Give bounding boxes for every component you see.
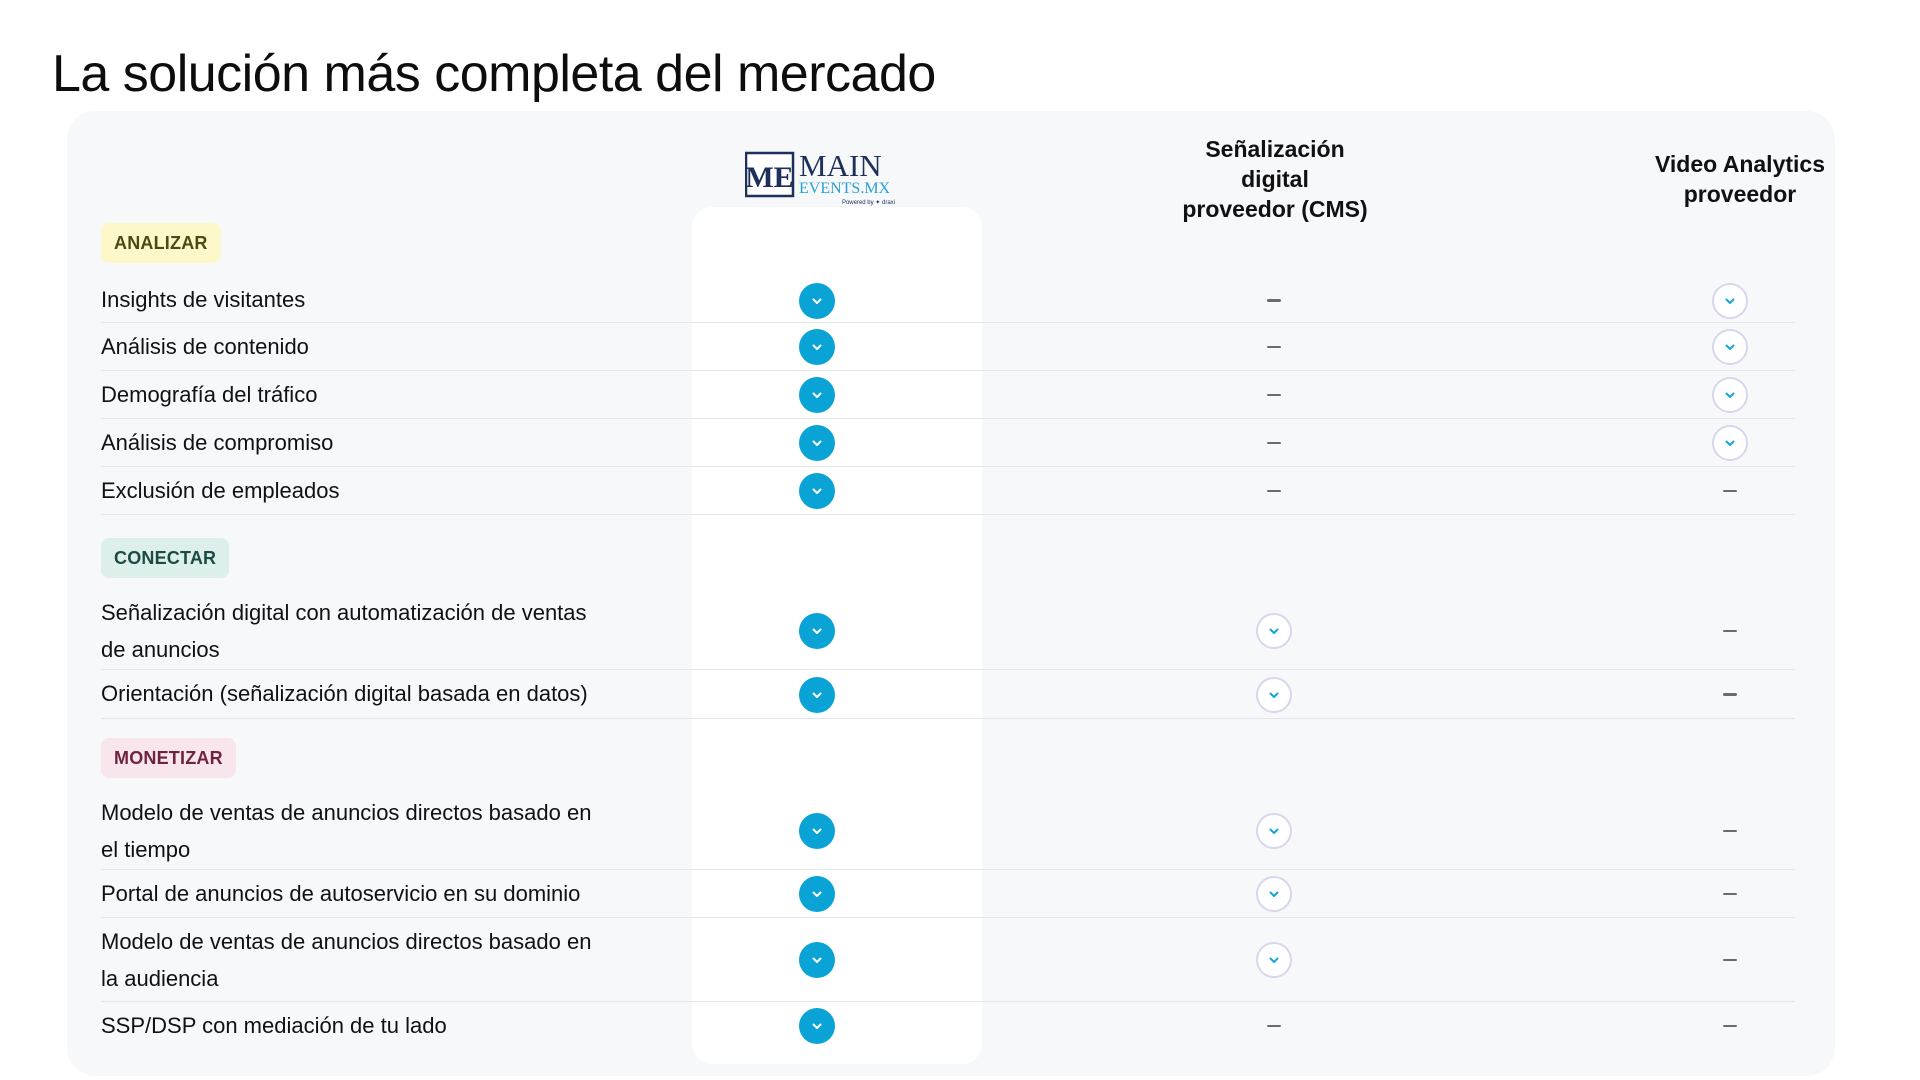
dash-mark <box>1723 490 1737 493</box>
check-outline-badge <box>1712 329 1748 365</box>
table-row <box>101 592 1795 670</box>
dash-icon <box>1256 425 1292 461</box>
row-label-line: la audiencia <box>101 966 219 991</box>
logo-main-text: MAIN <box>799 150 882 183</box>
table-row <box>101 870 1795 918</box>
check-outline-icon <box>1712 425 1748 461</box>
check-outline-icon <box>1256 613 1292 649</box>
dash-mark <box>1723 893 1737 896</box>
dash-mark <box>1267 442 1281 445</box>
check-filled-badge <box>799 942 835 978</box>
column-header-video-line: proveedor <box>1683 181 1797 207</box>
check-outline-badge <box>1256 613 1292 649</box>
check-filled-icon <box>799 813 835 849</box>
dash-mark <box>1267 490 1281 493</box>
dash-icon <box>1256 283 1292 319</box>
dash-icon <box>1712 473 1748 509</box>
dash-icon <box>1256 1008 1292 1044</box>
dash-mark <box>1723 959 1737 962</box>
table-row <box>101 419 1795 467</box>
check-outline-badge <box>1256 677 1292 713</box>
check-outline-badge <box>1256 942 1292 978</box>
dash-mark <box>1267 299 1281 302</box>
dash-mark <box>1267 394 1281 397</box>
check-filled-badge <box>799 377 835 413</box>
dash-icon <box>1712 677 1748 713</box>
dash-icon <box>1256 377 1292 413</box>
check-outline-badge <box>1712 283 1748 319</box>
check-outline-badge <box>1712 425 1748 461</box>
row-label: Demografía del tráfico <box>101 382 318 407</box>
logo-events-text: EVENTS.MX <box>799 180 891 197</box>
check-filled-icon <box>799 942 835 978</box>
row-label: Análisis de compromiso <box>101 430 334 455</box>
logo-tagline: Powered by ✦ draxi <box>841 200 895 206</box>
dash-icon <box>1712 613 1748 649</box>
table-row <box>101 371 1795 419</box>
page-title: La solución más completa del mercado <box>52 45 936 103</box>
dash-icon <box>1712 942 1748 978</box>
row-label: Insights de visitantes <box>101 287 306 312</box>
check-outline-icon <box>1712 377 1748 413</box>
table-row <box>101 792 1795 870</box>
check-filled-badge <box>799 613 835 649</box>
row-label-line: Señalización digital con automatización de ventas <box>101 600 587 625</box>
check-outline-badge <box>1712 377 1748 413</box>
dash-mark <box>1267 346 1281 349</box>
main-events-logo <box>745 150 905 210</box>
column-header-cms <box>1160 134 1390 224</box>
dash-icon <box>1712 813 1748 849</box>
column-header-cms-line: proveedor (CMS) <box>1182 196 1368 222</box>
table-row <box>101 278 1795 323</box>
row-label: Orientación (señalización digital basada en datos) <box>101 681 588 706</box>
dash-mark <box>1723 693 1737 696</box>
row-label: SSP/DSP con mediación de tu lado <box>101 1013 447 1038</box>
table-row <box>101 1002 1795 1050</box>
check-filled-badge <box>799 283 835 319</box>
column-header-video-analytics <box>1620 149 1860 209</box>
section-pill-analizar: ANALIZAR <box>101 223 221 263</box>
check-filled-icon <box>799 425 835 461</box>
check-filled-icon <box>799 613 835 649</box>
check-outline-icon <box>1256 677 1292 713</box>
row-label: Portal de anuncios de autoservicio en su dominio <box>101 881 581 906</box>
table-row <box>101 670 1795 719</box>
dash-icon <box>1256 329 1292 365</box>
check-filled-badge <box>799 813 835 849</box>
check-filled-badge <box>799 473 835 509</box>
column-header-video-line: Video Analytics <box>1654 151 1825 177</box>
section-pill-conectar: CONECTAR <box>101 538 229 578</box>
check-outline-icon <box>1256 813 1292 849</box>
logo-monogram: ME <box>745 161 794 194</box>
dash-mark <box>1723 830 1737 833</box>
row-label: Análisis de contenido <box>101 334 309 359</box>
dash-icon <box>1712 876 1748 912</box>
section-pill-monetizar: MONETIZAR <box>101 738 236 778</box>
check-filled-icon <box>799 283 835 319</box>
row-label-line: de anuncios <box>101 637 220 662</box>
check-filled-icon <box>799 1008 835 1044</box>
row-label: Exclusión de empleados <box>101 478 340 503</box>
check-outline-icon <box>1256 876 1292 912</box>
row-label <box>101 923 661 997</box>
check-filled-badge <box>799 876 835 912</box>
dash-icon <box>1256 473 1292 509</box>
table-row <box>101 918 1795 1002</box>
check-filled-badge <box>799 1008 835 1044</box>
check-filled-badge <box>799 425 835 461</box>
check-outline-badge <box>1256 813 1292 849</box>
table-row <box>101 467 1795 515</box>
check-filled-icon <box>799 473 835 509</box>
check-filled-icon <box>799 677 835 713</box>
check-filled-badge <box>799 329 835 365</box>
check-outline-icon <box>1712 329 1748 365</box>
check-filled-icon <box>799 329 835 365</box>
row-label-line: Modelo de ventas de anuncios directos basado en <box>101 800 592 825</box>
column-header-cms-line: Señalización <box>1205 136 1345 162</box>
row-label-line: Modelo de ventas de anuncios directos basado en <box>101 929 592 954</box>
check-outline-icon <box>1256 942 1292 978</box>
row-label-line: el tiempo <box>101 837 191 862</box>
row-label <box>101 794 661 868</box>
table-row <box>101 323 1795 371</box>
dash-mark <box>1723 630 1737 633</box>
check-outline-badge <box>1256 876 1292 912</box>
dash-icon <box>1712 1008 1748 1044</box>
row-label <box>101 594 661 668</box>
check-filled-icon <box>799 876 835 912</box>
dash-mark <box>1723 1025 1737 1028</box>
check-outline-icon <box>1712 283 1748 319</box>
check-filled-badge <box>799 677 835 713</box>
check-filled-icon <box>799 377 835 413</box>
dash-mark <box>1267 1025 1281 1028</box>
column-header-cms-line: digital <box>1241 166 1309 192</box>
